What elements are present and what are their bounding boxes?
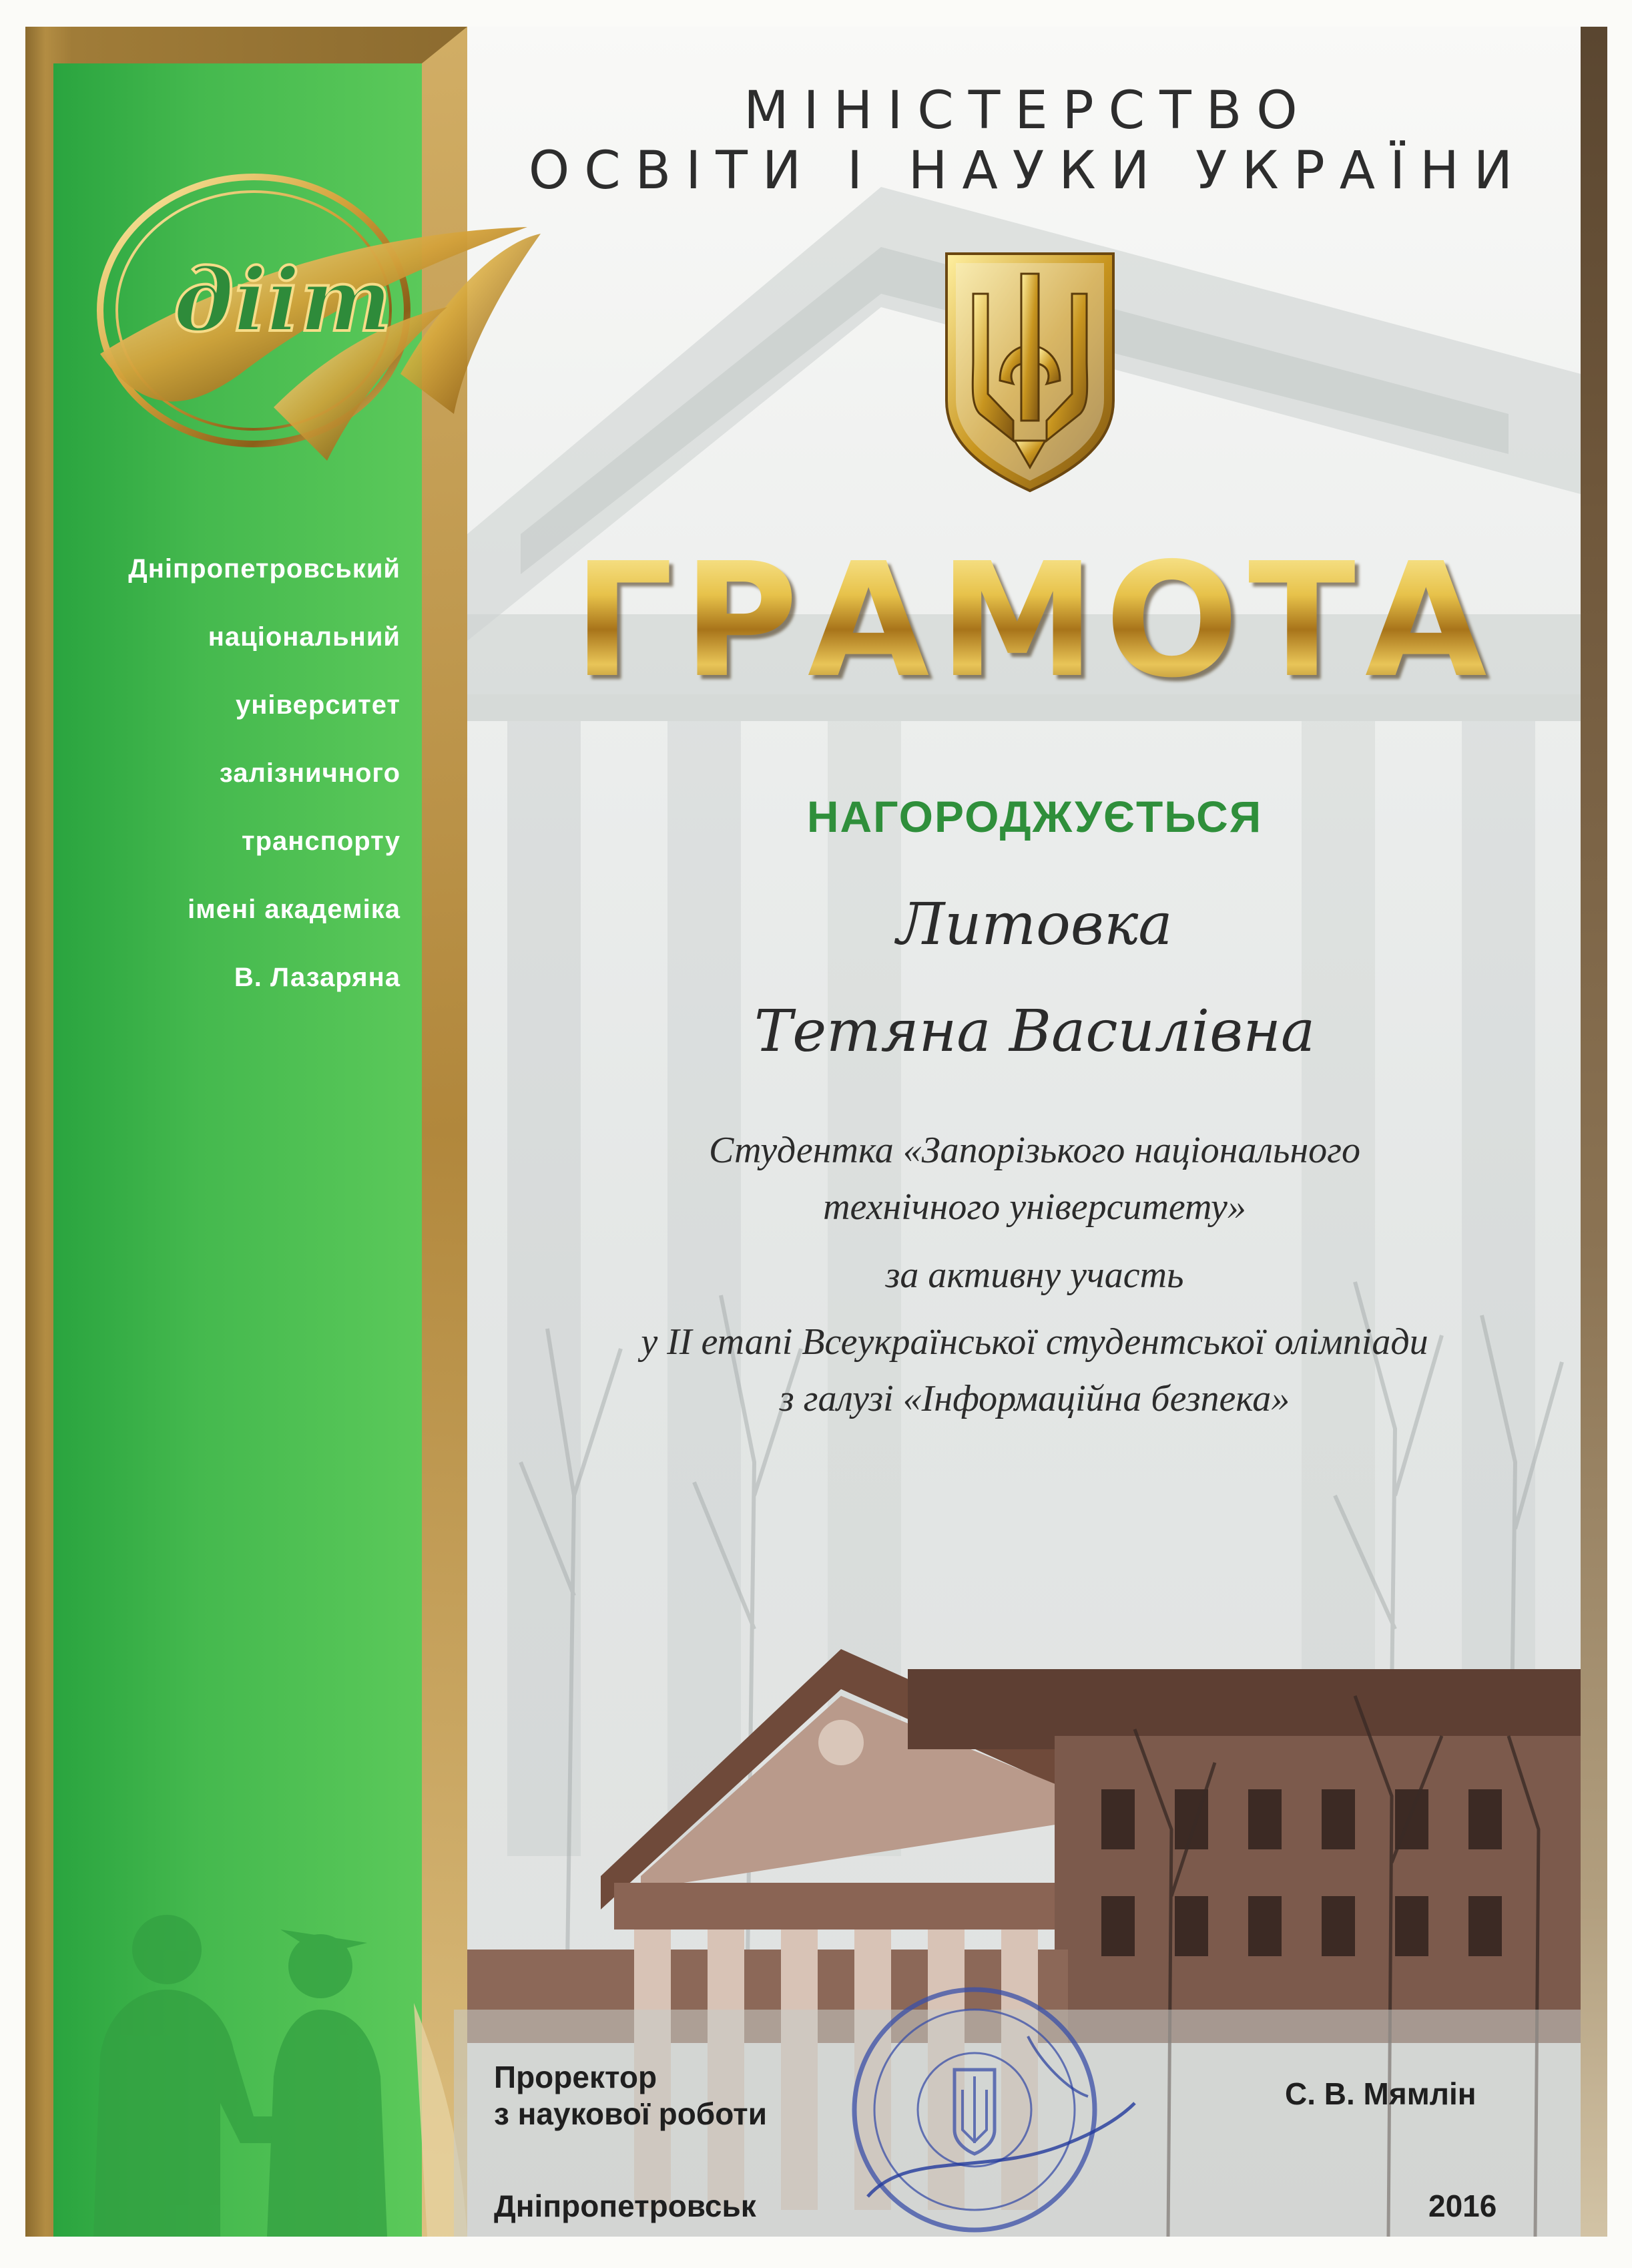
university-name-line-6: імені академіка — [188, 895, 400, 924]
university-name-line-3: університет — [236, 690, 400, 720]
recipient-given-names: Тетяна Василівна — [754, 998, 1316, 1065]
issue-year: 2016 — [1428, 2189, 1497, 2223]
university-logo — [73, 154, 534, 501]
university-name-line-2: національний — [208, 622, 400, 652]
top-margin — [0, 0, 1632, 27]
ukraine-coat-of-arms-icon — [940, 247, 1120, 494]
official-seal-stamp — [788, 1976, 1161, 2257]
brown-right-border — [1581, 27, 1607, 2237]
university-name-line-7: В. Лазаряна — [234, 963, 400, 992]
awarded-label: НАГОРОДЖУЄТЬСЯ — [806, 792, 1263, 841]
certificate-title: ГРАМОТА — [534, 534, 1535, 708]
ministry-title-line1: МІНІСТЕРСТВО — [744, 81, 1312, 141]
recipient-surname: Литовка — [896, 891, 1173, 958]
signatory-position-line-1: Проректор — [494, 2060, 657, 2094]
description-line-3: за активну участь — [885, 1255, 1184, 1296]
description-line-5: з галузі «Інформаційна безпека» — [779, 1378, 1290, 1419]
graduates-silhouette-image — [53, 1903, 422, 2237]
university-name-line-4: залізничного — [219, 758, 400, 788]
description-line-1: Студентка «Запорізького національного — [709, 1130, 1360, 1171]
signatory-name: С. В. Мямлін — [1285, 2076, 1476, 2111]
signatory-position-line-2: з наукової роботи — [494, 2096, 767, 2131]
ministry-title-line2: ОСВІТИ І НАУКИ УКРАЇНИ — [528, 141, 1528, 201]
description-line-2: технічного університету» — [823, 1186, 1246, 1228]
logo-text: дііт — [174, 249, 392, 351]
university-name-line-1: Дніпропетровський — [128, 554, 400, 584]
university-name-line-5: транспорту — [241, 827, 400, 856]
description-line-4: у ІІ етапі Всеукраїнської студентської олімпіади — [641, 1321, 1428, 1363]
issue-city: Дніпропетровськ — [494, 2189, 756, 2223]
